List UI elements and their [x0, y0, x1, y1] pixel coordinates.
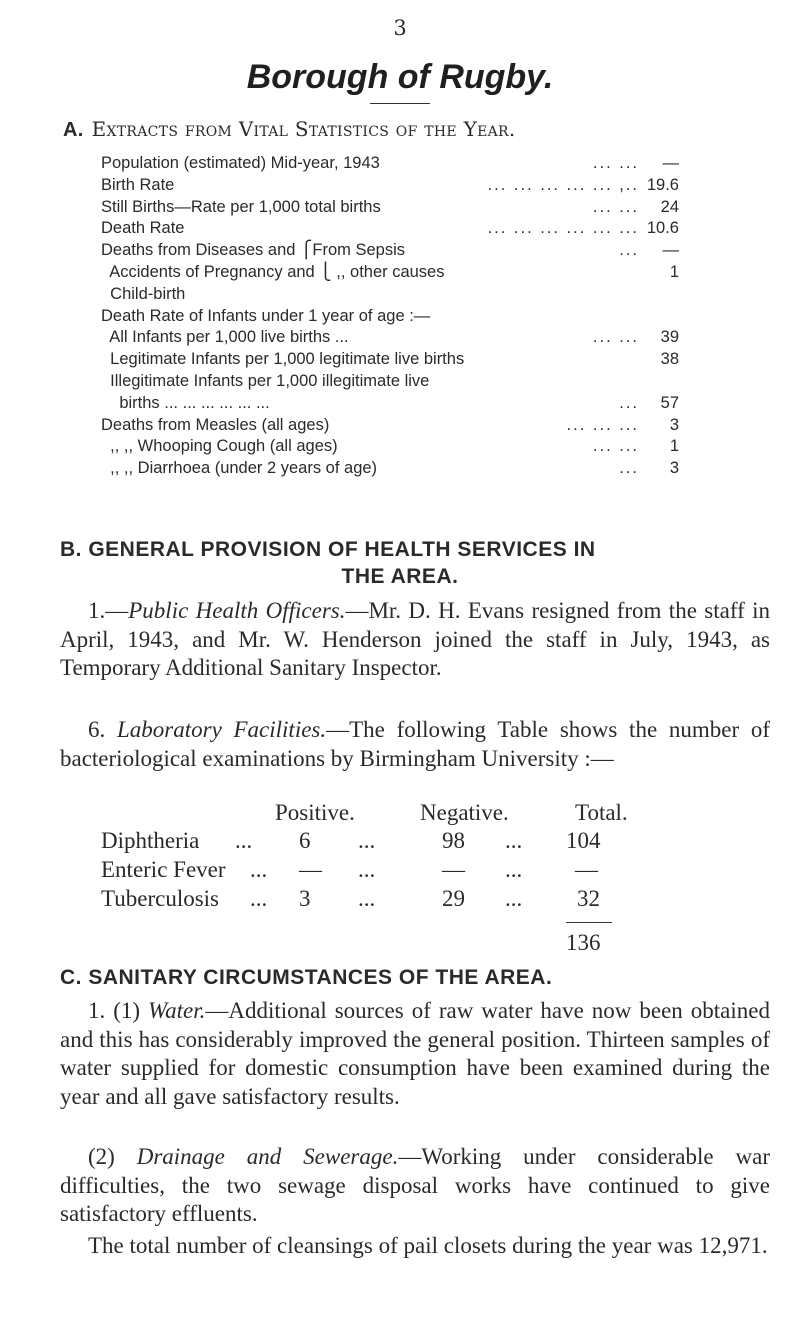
table-header-total: Total. — [575, 800, 628, 825]
stat-label: ,, ,, Whooping Cough (all ages) — [101, 437, 338, 456]
stat-value: 19.6 — [646, 175, 679, 194]
stat-label: Accidents of Pregnancy and ⎩ ,, other causes — [101, 263, 445, 281]
table-row-diphtheria-name: Diphtheria — [101, 828, 200, 853]
table-row-tuberculosis-positive: 3 — [299, 886, 311, 911]
section-c-heading: C. SANITARY CIRCUMSTANCES OF THE AREA. — [60, 966, 553, 989]
stat-label: Deaths from Measles (all ages) — [101, 415, 330, 434]
table-dots: ... — [250, 857, 268, 882]
stat-value: 1 — [669, 263, 679, 281]
table-row-enteric-name: Enteric Fever — [101, 857, 226, 882]
stat-value: 3 — [669, 459, 679, 478]
stat-dots: ... ... ... — [566, 415, 639, 434]
stat-dots: ... ... ... ... ... ,.. — [487, 175, 639, 194]
page-title: Borough of Rugby. — [246, 58, 554, 96]
stat-dots: ... ... — [592, 328, 639, 347]
section-a-letter: A. — [63, 119, 84, 141]
table-row-tuberculosis-total: 32 — [577, 886, 600, 911]
table-dots: ... — [358, 886, 376, 911]
table-dots: ... — [235, 828, 253, 853]
table-row-diphtheria-positive: 6 — [299, 828, 311, 853]
table-dots: ... — [358, 857, 376, 882]
stat-label: Legitimate Infants per 1,000 legitimate live births — [101, 350, 465, 369]
c1-text: —Additional sources of raw water have now been obtained and this has considerably improved the general position. Thirteen samples of water supplied for domestic consumption have been examined during the year and all gave satisfactory results. — [60, 998, 770, 1109]
table-header-positive: Positive. — [275, 800, 355, 825]
pail-closets-paragraph: The total number of cleansings of pail closets during the year was 12,971. — [88, 1233, 768, 1258]
table-row-tuberculosis-negative: 29 — [442, 886, 465, 911]
stat-label: Population (estimated) Mid-year, 1943 — [101, 154, 380, 172]
stat-value: 1 — [669, 437, 679, 456]
p1-title: Public Health Officers. — [128, 598, 346, 623]
stat-label: births ... ... ... ... ... ... — [101, 393, 270, 412]
stat-dots: ... ... — [592, 197, 639, 216]
stat-label: Still Births—Rate per 1,000 total births — [101, 197, 381, 216]
stat-value: 3 — [669, 415, 679, 434]
water-paragraph — [60, 997, 770, 1111]
stat-label: Deaths from Diseases and ⎧From Sepsis — [101, 241, 405, 260]
c1-number: 1. (1) — [88, 998, 149, 1023]
stat-value: — — [662, 241, 679, 260]
table-row-diphtheria-total: 104 — [566, 828, 601, 853]
table-row-diphtheria-negative: 98 — [442, 828, 465, 853]
stat-value: 38 — [660, 350, 679, 369]
page-number: 3 — [393, 16, 407, 40]
stat-label: Illegitimate Infants per 1,000 illegitimate live — [101, 372, 430, 390]
stat-label: ,, ,, Diarrhoea (under 2 years of age) — [101, 459, 378, 478]
table-dots: ... — [250, 886, 268, 911]
stat-label: All Infants per 1,000 live births ... — [101, 328, 349, 347]
section-a-title: Extracts from Vital Statistics of the Year. — [91, 117, 516, 141]
p1-text: —Mr. D. H. Evans resigned from the staff in April, 1943, and Mr. W. Henderson joined the staff in July, 1943, as Temporary Additional Sanitary Inspector. — [60, 598, 770, 680]
stat-dots: ... — [619, 241, 639, 260]
section-a-heading — [63, 117, 516, 142]
stat-dots: ... — [619, 459, 639, 478]
c2-text: —Working under considerable war difficulties, the two sewage disposal works have continued to give satisfactory effluents. — [60, 1144, 770, 1226]
stat-value: 10.6 — [646, 219, 679, 238]
stat-label: Birth Rate — [101, 175, 175, 194]
table-row-enteric-negative: — — [442, 857, 465, 882]
title-divider — [370, 103, 430, 104]
table-row-enteric-positive: — — [299, 857, 322, 882]
c2-title: Drainage and Sewerage. — [136, 1144, 399, 1169]
table-dots: ... — [505, 857, 523, 882]
stat-dots: ... ... — [592, 437, 639, 456]
stat-label: Child-birth — [101, 284, 186, 303]
stat-value: 39 — [660, 328, 679, 347]
table-row-tuberculosis-name: Tuberculosis — [101, 886, 219, 911]
public-health-officers-paragraph — [60, 597, 770, 683]
section-b-heading-line2: THE AREA. — [341, 565, 459, 588]
p6-title: Laboratory Facilities. — [116, 717, 327, 742]
c1-title: Water. — [148, 998, 206, 1023]
stat-label: Death Rate — [101, 219, 185, 238]
p6-text: —The following Table shows the number of bacteriological examinations by Birmingham University :— — [60, 717, 771, 771]
laboratory-facilities-paragraph — [60, 716, 770, 773]
total-rule — [566, 922, 612, 923]
grand-total: 136 — [566, 930, 601, 955]
p1-number: 1.— — [88, 598, 129, 623]
stat-value: — — [662, 154, 679, 172]
stat-dots: ... ... — [592, 154, 639, 172]
table-dots: ... — [505, 828, 523, 853]
stat-value: 57 — [660, 393, 679, 412]
stat-dots: ... ... ... ... ... ... — [487, 219, 639, 238]
stat-value: 24 — [660, 197, 679, 216]
table-header-negative: Negative. — [420, 800, 509, 825]
p6-number: 6. — [88, 717, 117, 742]
stat-label: Death Rate of Infants under 1 year of age :— — [101, 306, 431, 325]
table-row-enteric-total: — — [575, 857, 598, 882]
drainage-paragraph — [60, 1143, 770, 1229]
stat-dots: ... — [619, 393, 639, 412]
table-dots: ... — [505, 886, 523, 911]
table-dots: ... — [358, 828, 376, 853]
section-b-heading-line1: B. GENERAL PROVISION OF HEALTH SERVICES IN — [60, 538, 596, 561]
c2-number: (2) — [88, 1144, 137, 1169]
